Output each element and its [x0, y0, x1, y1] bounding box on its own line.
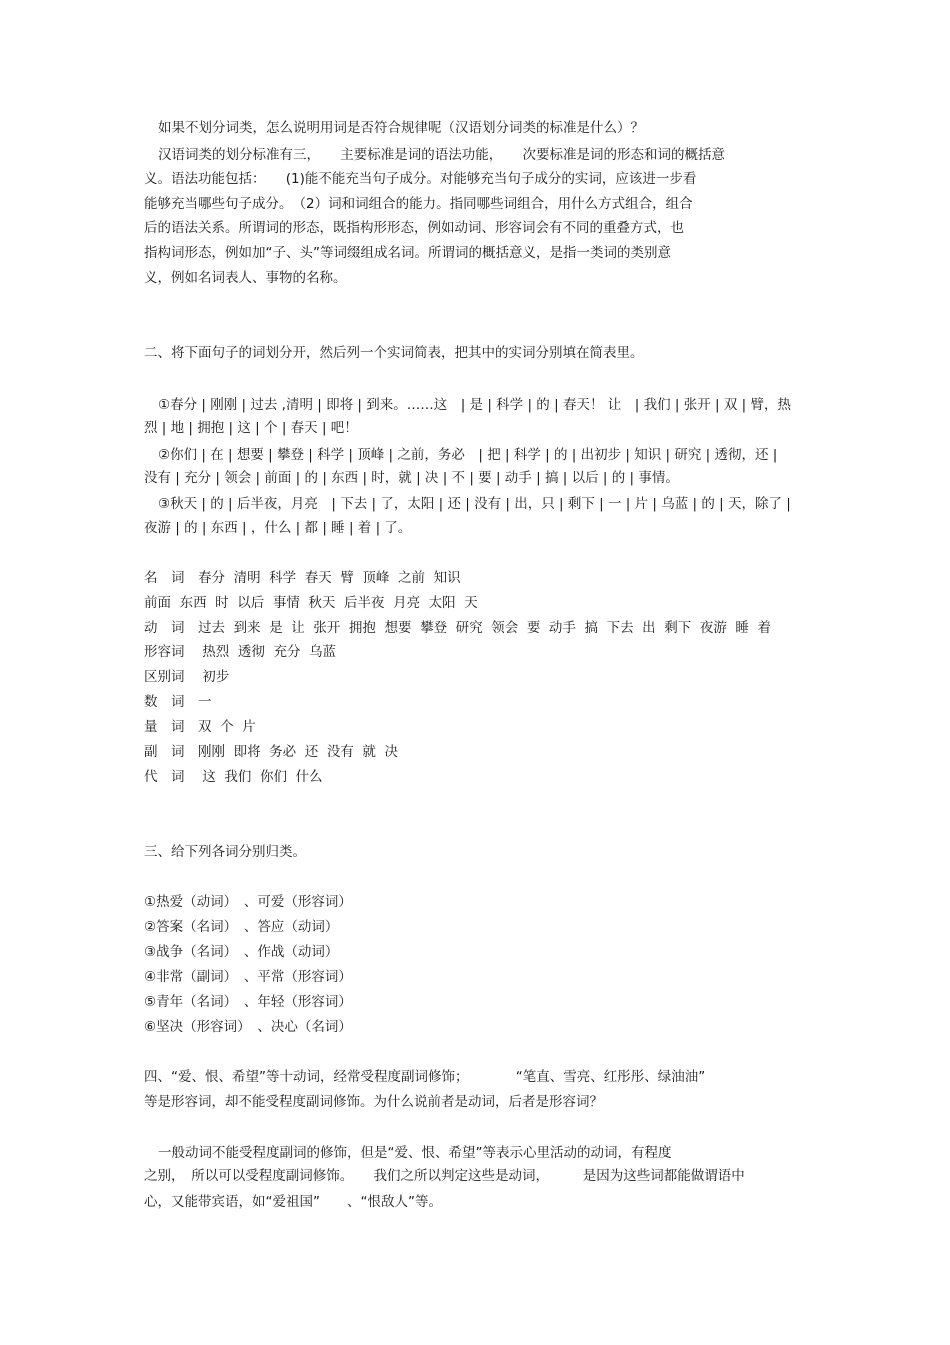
- q3-heading: 三、给下列各词分别归类。: [144, 844, 306, 860]
- q2-sentence-line: 烈 | 地 | 拥抱 | 这 | 个 | 春天 | 吧！: [144, 420, 358, 436]
- q1-answer-line: 义。语法功能包括： (1)能不能充当句子成分。对能够充当句子成分的实词，应该进一步看: [144, 171, 697, 187]
- q1-question: 如果不划分词类，怎么说明用词是否符合规律呢（汉语划分词类的标准是什么）？: [158, 120, 644, 136]
- q4-answer-line: 之别， 所以可以受程度副词修饰。 我们之所以判定这些是动词， 是因为这些词都能做谓语中: [144, 1168, 745, 1184]
- q4-question-line: 四、“爱、恨、希望”等十动词，经常受程度副词修饰； “笔直、雪亮、红彤彤、绿油油”: [144, 1069, 706, 1085]
- q4-answer-line: 一般动词不能受程度副词的修饰，但是“爱、恨、希望”等表示心里活动的动词，有程度: [158, 1145, 672, 1161]
- q1-answer-line: 指构词形态，例如加“子、头”等词缀组成名词。所谓词的概括意义，是指一类词的类别意: [144, 245, 671, 261]
- q2-table-line: 前面 东西 时 以后 事情 秋天 后半夜 月亮 太阳 天: [144, 595, 478, 611]
- q2-table-line: 形容词 热烈 透彻 充分 乌蓝: [144, 644, 337, 660]
- q3-item: ⑥坚决（形容词） 、决心（名词）: [144, 1019, 352, 1035]
- q2-sentence-line: 夜游 | 的 | 东西 | ，什么 | 都 | 睡 | 着 | 了。: [144, 520, 412, 536]
- q2-table-line: 代 词 这 我们 你们 什么: [144, 769, 323, 785]
- q1-answer-line: 后的语法关系。所谓词的形态，既指构形形态，例如动词、形容词会有不同的重叠方式，也: [144, 220, 684, 236]
- q1-answer-line: 汉语词类的划分标准有三， 主要标准是词的语法功能， 次要标准是词的形态和词的概括意: [158, 147, 725, 163]
- q2-table-line: 副 词 刚刚 即将 务必 还 没有 就 决: [144, 744, 398, 760]
- q2-table-line: 数 词 一: [144, 694, 212, 710]
- q2-table-line: 区别词 初步: [144, 669, 230, 685]
- q3-item: ④非常（副词） 、平常（形容词）: [144, 969, 352, 985]
- q1-answer-line: 义，例如名词表人、事物的名称。: [144, 270, 347, 286]
- q2-table-line: 量 词 双 个 片: [144, 719, 256, 735]
- q2-sentence-line: ③秋天 | 的 | 后半夜，月亮 | 下去 | 了，太阳 | 还 | 没有 | 出，只 | 剩下 | 一 | 片 | 乌蓝 | 的 | 天，除了 |: [158, 496, 791, 512]
- q3-item: ①热爱（动词） 、可爱（形容词）: [144, 894, 352, 910]
- q4-answer-line: 心，又能带宾语，如“爱祖国” 、“恨敌人”等。: [144, 1194, 442, 1210]
- q2-sentence-line: ②你们 | 在 | 想要 | 攀登 | 科学 | 顶峰 | 之前，务必 | 把 | 科学 | 的 | 出初步 | 知识 | 研究 | 透彻，还 |: [158, 447, 778, 463]
- q2-heading: 二、将下面句子的词划分开，然后列一个实词简表，把其中的实词分别填在简表里。: [144, 345, 644, 361]
- q1-answer-line: 能够充当哪些句子成分。 （2）词和词组合的能力。指同哪些词组合，用什么方式组合，组合: [144, 196, 693, 212]
- q4-question-line: 等是形容词，却不能受程度副词修饰。为什么说前者是动词，后者是形容词？: [144, 1094, 603, 1110]
- q2-sentence-line: ①春分 | 刚刚 | 过去 ,清明 | 即将 | 到来。……这 | 是 | 科学 | 的 | 春天！ 让 | 我们 | 张开 | 双 | 臂，热: [158, 397, 791, 413]
- q2-sentence-line: 没有 | 充分 | 领会 | 前面 | 的 | 东西 | 时，就 | 决 | 不 | 要 | 动手 | 搞 | 以后 | 的 | 事情。: [144, 470, 679, 486]
- q3-item: ②答案（名词） 、答应（动词）: [144, 919, 339, 935]
- q3-item: ⑤青年（名词） 、年轻（形容词）: [144, 994, 352, 1010]
- q3-item: ③战争（名词） 、作战（动词）: [144, 944, 339, 960]
- q2-table-line: 名 词 春分 清明 科学 春天 臂 顶峰 之前 知识: [144, 570, 461, 586]
- q2-table-line: 动 词 过去 到来 是 让 张开 拥抱 想要 攀登 研究 领会 要 动手 搞 下去 出 剩下 夜游 睡 着: [144, 620, 771, 636]
